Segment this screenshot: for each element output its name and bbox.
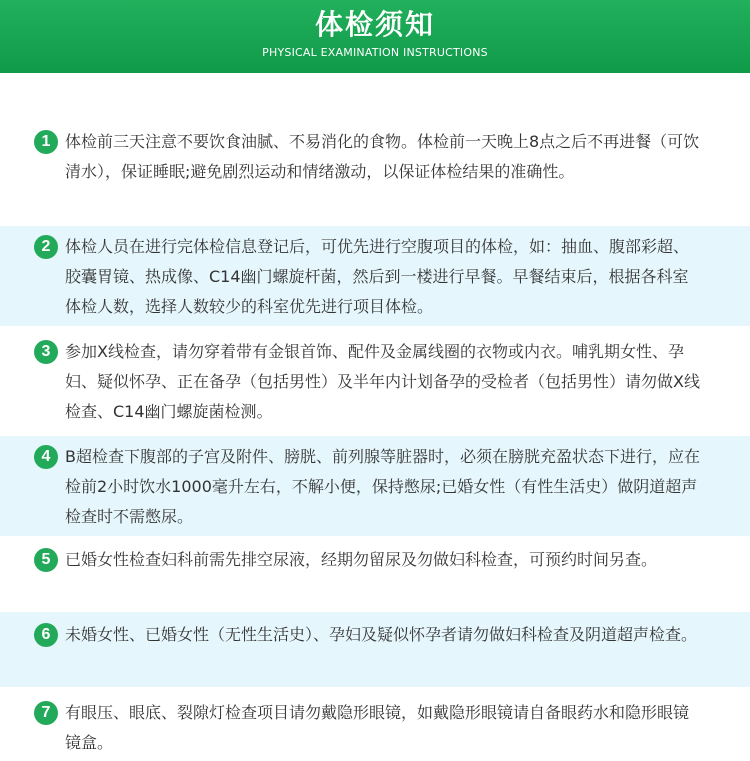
instruction-text-5: 已婚女性检查妇科前需先排空尿液，经期勿留尿及勿做妇科检查，可预约时间另查。 [65, 550, 658, 569]
instruction-item-2 [0, 226, 750, 326]
instruction-text-3: 参加X线检查，请勿穿着带有金银首饰、配件及金属线圈的衣物或内衣。哺乳期女性、孕妇、疑似怀孕、正在备孕（包括男性）及半年内计划备孕的受检者（包括男性）请勿做X线检查、C14幽门螺旋菌检测。 [65, 342, 700, 421]
number-badge-7: 7 [34, 701, 58, 725]
number-badge-5: 5 [34, 548, 58, 572]
instruction-text-7: 有眼压、眼底、裂隙灯检查项目请勿戴隐形眼镜，如戴隐形眼镜请自备眼药水和隐形眼镜镜盒。 [65, 703, 690, 752]
instruction-item-5 [0, 545, 750, 607]
number-badge-3: 3 [34, 340, 58, 364]
instruction-text-2: 体检人员在进行完体检信息登记后，可优先进行空腹项目的体检，如：抽血、腹部彩超、胶囊胃镜、热成像、C14幽门螺旋杆菌，然后到一楼进行早餐。早餐结束后，根据各科室体检人数，选择人数较少的科室优先进行项目体检。 [65, 237, 690, 316]
instruction-item-7 [0, 698, 750, 760]
number-badge-6: 6 [34, 623, 58, 647]
header-banner [0, 0, 750, 73]
number-badge-2: 2 [34, 235, 58, 259]
page-title: 体检须知 [314, 8, 435, 41]
instruction-item-4 [0, 436, 750, 536]
instruction-item-6 [0, 612, 750, 687]
instruction-text-4: B超检查下腹部的子宫及附件、膀胱、前列腺等脏器时，必须在膀胱充盈状态下进行，应在检前2小时饮水1000毫升左右，不解小便，保持憋尿;已婚女性（有性生活史）做阴道超声检查时不需憋尿。 [65, 447, 700, 526]
instruction-text-1: 体检前三天注意不要饮食油腻、不易消化的食物。体检前一天晚上8点之后不再进餐（可饮清水），保证睡眠;避免剧烈运动和情绪激动，以保证体检结果的准确性。 [65, 132, 700, 181]
number-badge-4: 4 [34, 445, 58, 469]
number-badge-1: 1 [34, 130, 58, 154]
instruction-item-3 [0, 337, 750, 428]
instruction-text-6: 未婚女性、已婚女性（无性生活史）、孕妇及疑似怀孕者请勿做妇科检查及阴道超声检查。 [65, 625, 698, 644]
instruction-item-1 [0, 127, 750, 218]
page-subtitle: PHYSICAL EXAMINATION INSTRUCTIONS [262, 46, 488, 59]
